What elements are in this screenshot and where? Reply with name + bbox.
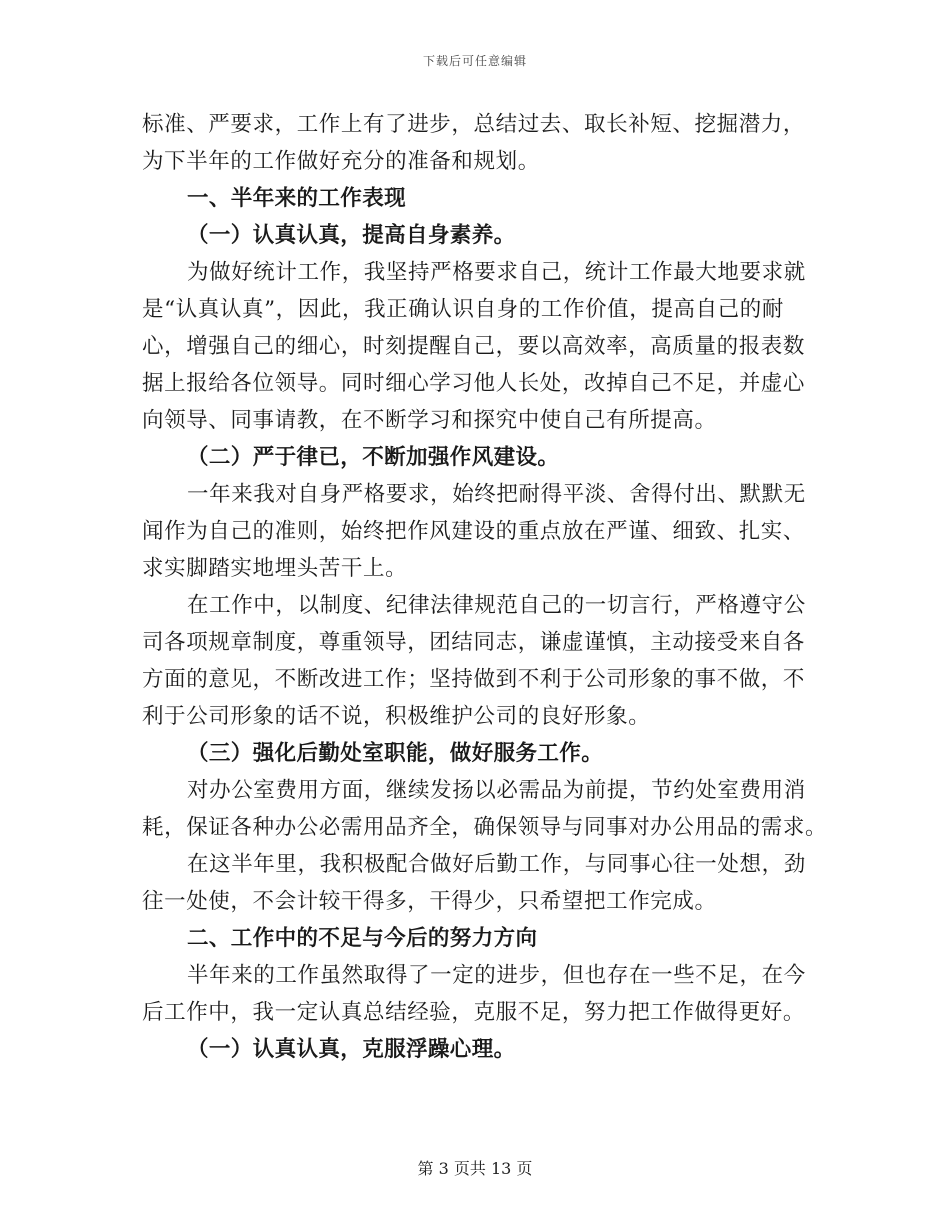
text-line: 对办公室费用方面，继续发扬以必需品为前提，节约处室费用消: [187, 778, 806, 803]
section-heading: （二）严于律已，不断加强作风建设。: [187, 445, 560, 470]
text-line: 耗，保证各种办公必需用品齐全，确保领导与同事对办公用品的需求。: [142, 815, 828, 840]
text-line: 为做好统计工作，我坚持严格要求自己，统计工作最大地要求就: [187, 260, 806, 285]
page-number: 第 3 页共 13 页: [417, 1159, 533, 1178]
section-heading: 二、工作中的不足与今后的努力方向: [187, 926, 538, 951]
page-header: 下载后可任意编辑: [422, 54, 527, 68]
text-line: 司各项规章制度，尊重领导，团结同志，谦虚谨慎，主动接受来自各: [142, 630, 806, 655]
text-line: 一年来我对自身严格要求，始终把耐得平淡、舍得付出、默默无: [187, 482, 806, 507]
text-line: 据上报给各位领导。同时细心学习他人长处，改掉自己不足，并虚心: [142, 371, 806, 396]
text-line: 闻作为自己的准则，始终把作风建设的重点放在严谨、细致、扎实、: [142, 519, 806, 544]
section-heading: （一）认真认真，克服浮躁心理。: [187, 1037, 516, 1062]
text-line: 后工作中，我一定认真总结经验，克服不足，努力把工作做得更好。: [142, 1000, 806, 1025]
text-line: 心，增强自己的细心，时刻提醒自己，要以高效率，高质量的报表数: [142, 334, 806, 359]
text-line: 向领导、同事请教，在不断学习和探究中使自己有所提高。: [142, 408, 717, 433]
text-line: 在工作中，以制度、纪律法律规范自己的一切言行，严格遵守公: [187, 593, 806, 618]
text-line: 利于公司形象的话不说，积极维护公司的良好形象。: [142, 704, 651, 729]
document-body: [142, 106, 828, 1068]
text-line: 为下半年的工作做好充分的准备和规划。: [142, 149, 540, 174]
text-line: 在这半年里，我积极配合做好后勤工作，与同事心往一处想，劲: [187, 852, 806, 877]
text-line: 求实脚踏实地埋头苦干上。: [142, 556, 408, 581]
text-line: 往一处使，不会计较干得多，干得少，只希望把工作完成。: [142, 889, 717, 914]
text-line: 半年来的工作虽然取得了一定的进步，但也存在一些不足，在今: [187, 963, 806, 988]
text-line: 是“认真认真”，因此，我正确认识自身的工作价值，提高自己的耐: [142, 297, 784, 322]
section-heading: （一）认真认真，提高自身素养。: [187, 223, 516, 248]
text-line: 方面的意见，不断改进工作；坚持做到不利于公司形象的事不做，不: [142, 667, 806, 692]
section-heading: （三）强化后勤处室职能，做好服务工作。: [187, 741, 604, 766]
text-line: 标准、严要求，工作上有了进步，总结过去、取长补短、挖掘潜力，: [142, 112, 806, 137]
section-heading: 一、半年来的工作表现: [187, 186, 407, 211]
